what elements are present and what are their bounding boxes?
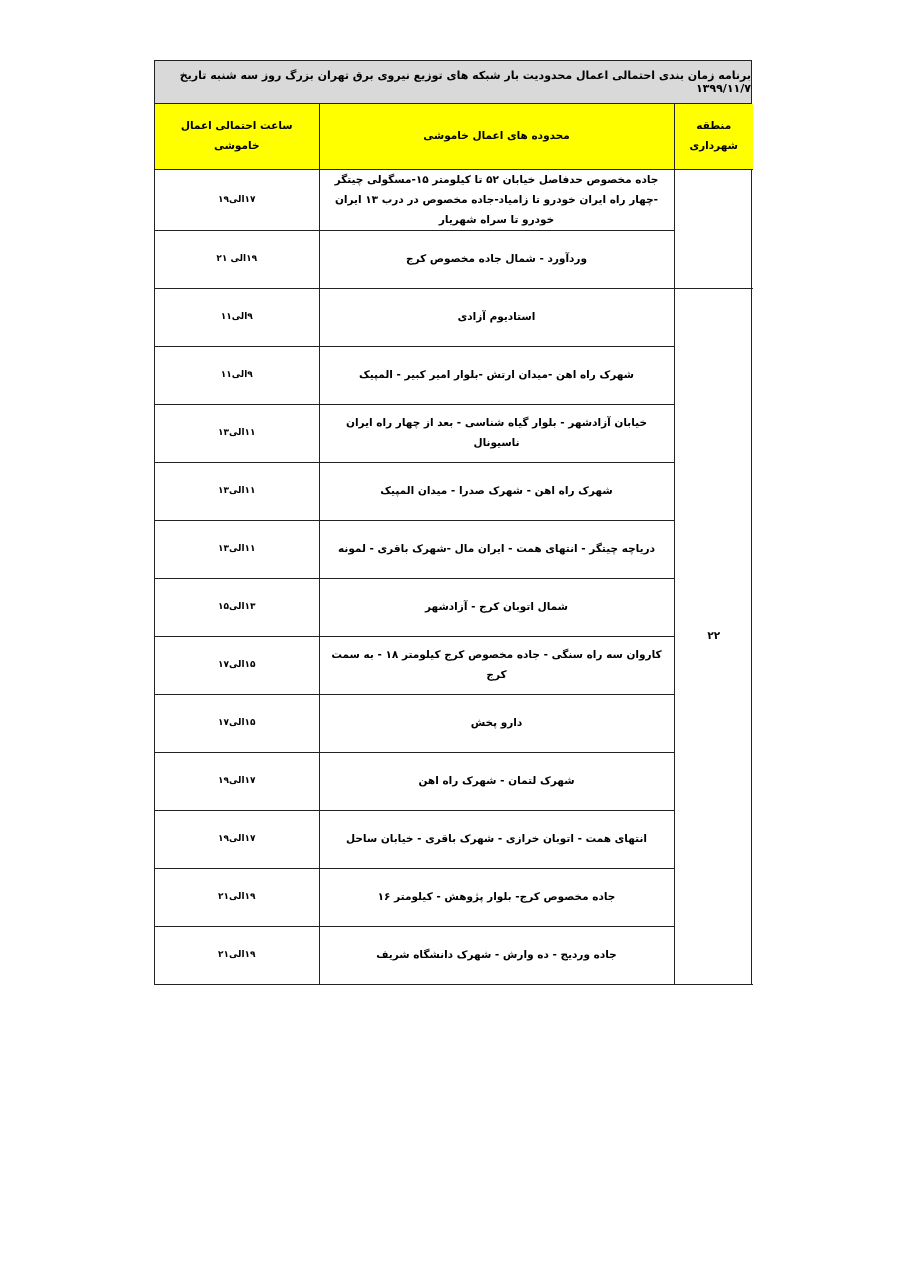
time-cell: ۱۷الی۱۹ (155, 752, 319, 810)
table-row (155, 868, 753, 926)
area-cell: وردآورد - شمال جاده مخصوص کرج (319, 230, 674, 288)
table-row (155, 578, 753, 636)
area-cell: کاروان سه راه سنگی - جاده مخصوص کرج کیلومتر ۱۸ - به سمت کرج (319, 636, 674, 694)
area-cell: جاده مخصوص حدفاصل خیابان ۵۲ تا کیلومتر ۱۵-مسگولی چیتگر -چهار راه ایران خودرو تا زامیاد-جاده مخصوص در درب ۱۳ ایران خودرو تا سراه شهریار (319, 169, 674, 230)
time-cell: ۱۱الی۱۳ (155, 520, 319, 578)
area-cell: جاده مخصوص کرج- بلوار پژوهش - کیلومتر ۱۶ (319, 868, 674, 926)
time-cell: ۱۷الی۱۹ (155, 169, 319, 230)
header-region: منطقه شهرداری (674, 104, 753, 169)
time-cell: ۱۷الی۱۹ (155, 810, 319, 868)
header-time: ساعت احتمالی اعمال خاموشی (155, 104, 319, 169)
time-cell: ۹الی۱۱ (155, 346, 319, 404)
area-cell: شهرک لتمان - شهرک راه اهن (319, 752, 674, 810)
area-cell: دریاچه چیتگر - انتهای همت - ایران مال -شهرک باقری - لمونه (319, 520, 674, 578)
region-cell-empty (674, 169, 753, 288)
table-row (155, 752, 753, 810)
table-row (155, 404, 753, 462)
table-row (155, 926, 753, 984)
time-cell: ۱۳الی۱۵ (155, 578, 319, 636)
area-cell: شهرک راه اهن -میدان ارتش -بلوار امیر کبیر - المپیک (319, 346, 674, 404)
area-cell: انتهای همت - اتوبان خرازی - شهرک باقری - خیابان ساحل (319, 810, 674, 868)
table-row (155, 636, 753, 694)
region-cell-22: ۲۲ (674, 288, 753, 984)
time-cell: ۱۹الی۲۱ (155, 868, 319, 926)
time-cell: ۱۱الی۱۳ (155, 404, 319, 462)
time-cell: ۱۹الی ۲۱ (155, 230, 319, 288)
header-row (155, 104, 753, 169)
time-cell: ۱۵الی۱۷ (155, 636, 319, 694)
table-row (155, 694, 753, 752)
area-cell: استادیوم آزادی (319, 288, 674, 346)
table-row (155, 462, 753, 520)
table-row (155, 288, 753, 346)
table-row (155, 169, 753, 230)
time-cell: ۱۱الی۱۳ (155, 462, 319, 520)
header-area: محدوده های اعمال خاموشی (319, 104, 674, 169)
table-row (155, 346, 753, 404)
area-cell: شمال اتوبان کرج - آزادشهر (319, 578, 674, 636)
time-cell: ۱۹الی۲۱ (155, 926, 319, 984)
schedule-table (155, 104, 753, 985)
table-row (155, 810, 753, 868)
table-row (155, 520, 753, 578)
area-cell: جاده وردیج - ده وارش - شهرک دانشگاه شریف (319, 926, 674, 984)
schedule-title: برنامه زمان بندی احتمالی اعمال محدودیت بار شبکه های توزیع نیروی برق تهران بزرگ روز سه شنبه تاریخ ۱۳۹۹/۱۱/۷ (155, 61, 751, 104)
area-cell: شهرک راه اهن - شهرک صدرا - میدان المپیک (319, 462, 674, 520)
area-cell: خیابان آزادشهر - بلوار گیاه شناسی - بعد از چهار راه ایران ناسیونال (319, 404, 674, 462)
area-cell: دارو پخش (319, 694, 674, 752)
time-cell: ۹الی۱۱ (155, 288, 319, 346)
table-row (155, 230, 753, 288)
blackout-schedule-sheet (154, 60, 752, 985)
time-cell: ۱۵الی۱۷ (155, 694, 319, 752)
